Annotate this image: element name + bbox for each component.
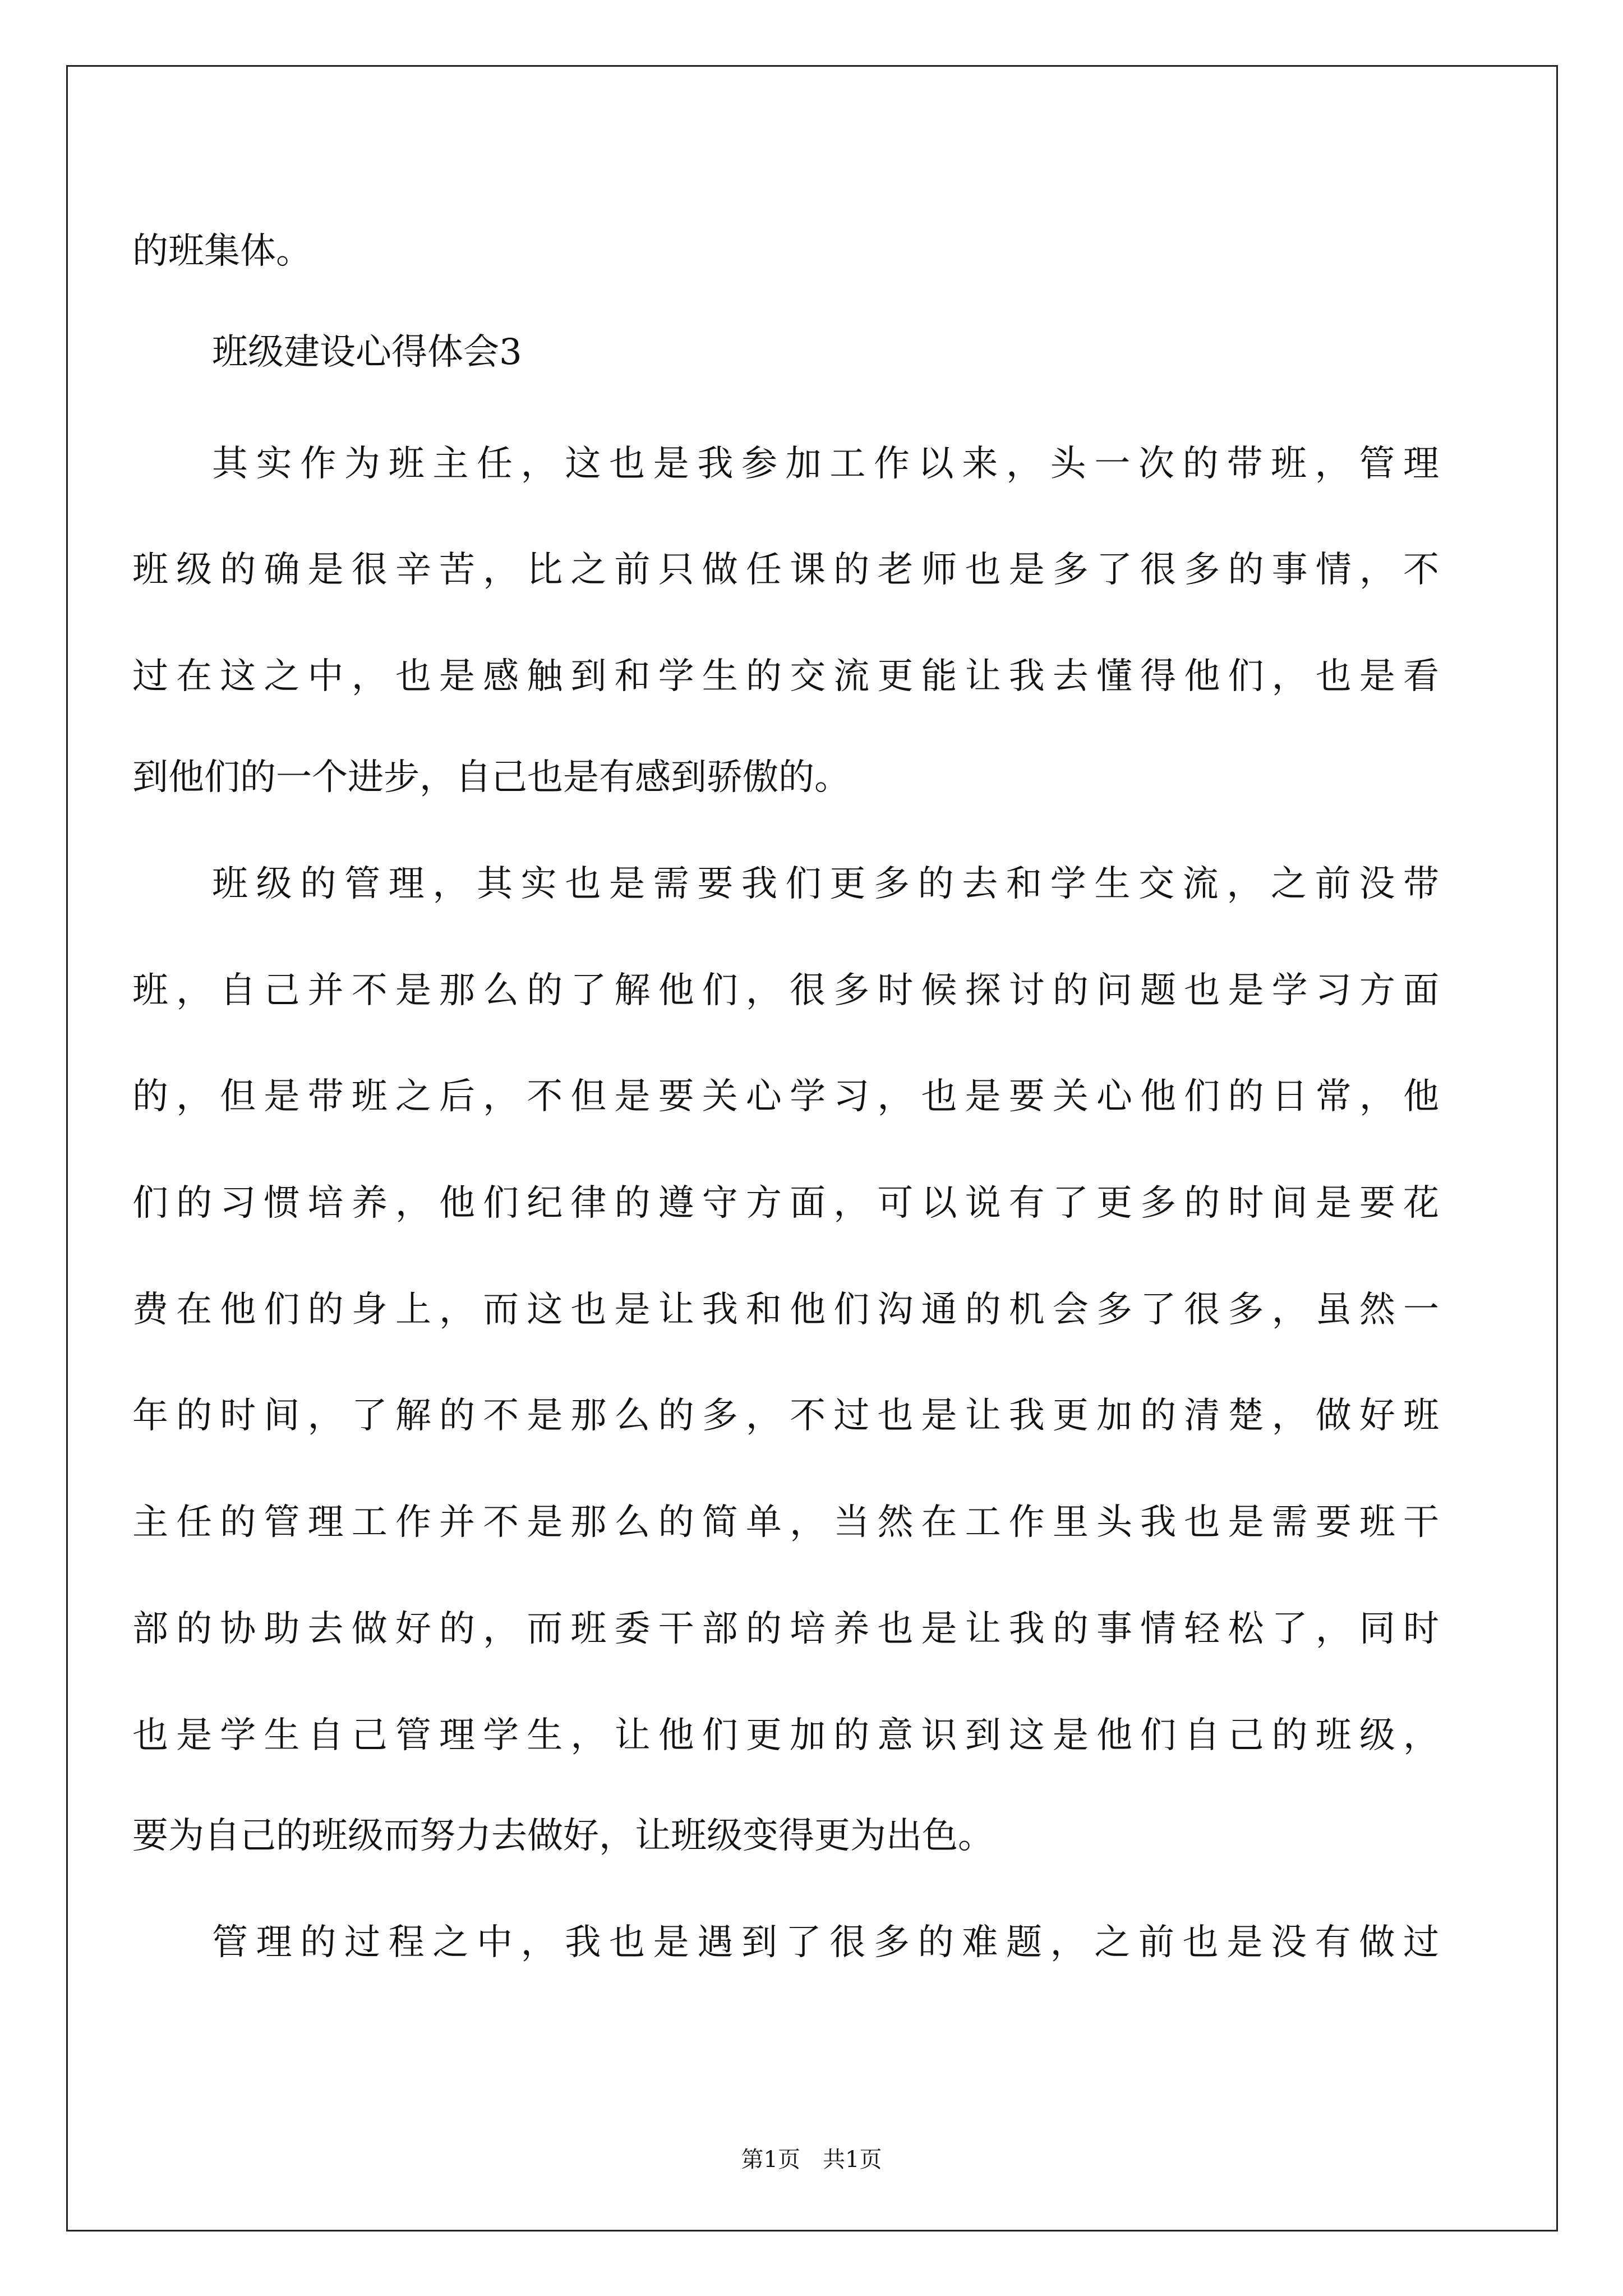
paragraph-line: 班级的确是很辛苦，比之前只做任课的老师也是多了很多的事情，不 (132, 549, 1439, 591)
paragraph-line: 过在这之中，也是感触到和学生的交流更能让我去懂得他们，也是看 (132, 656, 1439, 697)
paragraph-line: 管理的过程之中，我也是遇到了很多的难题，之前也是没有做过 (212, 1922, 1439, 1963)
paragraph-line: 年的时间，了解的不是那么的多，不过也是让我更加的清楚，做好班 (132, 1395, 1439, 1437)
paragraph-line: 费在他们的身上，而这也是让我和他们沟通的机会多了很多，虽然一 (132, 1289, 1439, 1331)
section-heading: 班级建设心得体会3 (212, 332, 522, 373)
paragraph-line: 也是学生自己管理学生，让他们更加的意识到这是他们自己的班级， (132, 1715, 1439, 1756)
paragraph-line: 班级的管理，其实也是需要我们更多的去和学生交流，之前没带 (212, 863, 1439, 905)
paragraph-line: 其实作为班主任，这也是我参加工作以来，头一次的带班，管理 (212, 443, 1439, 485)
paragraph-line: 要为自己的班级而努力去做好，让班级变得更为出色。 (132, 1815, 994, 1857)
paragraph-line: 主任的管理工作并不是那么的简单，当然在工作里头我也是需要班干 (132, 1502, 1439, 1543)
paragraph-line: 部的协助去做好的，而班委干部的培养也是让我的事情轻松了，同时 (132, 1608, 1439, 1650)
paragraph-line: 的，但是带班之后，不但是要关心学习，也是要关心他们的日常，他 (132, 1076, 1439, 1117)
paragraph-line: 的班集体。 (132, 231, 312, 272)
paragraph-line: 们的习惯培养，他们纪律的遵守方面，可以说有了更多的时间是要花 (132, 1182, 1439, 1224)
page-number: 第1页 共1页 (741, 2147, 882, 2173)
paragraph-line: 班，自己并不是那么的了解他们，很多时候探讨的问题也是学习方面 (132, 970, 1439, 1011)
paragraph-line: 到他们的一个进步，自己也是有感到骄傲的。 (132, 757, 850, 798)
document-body (132, 0, 1439, 2233)
